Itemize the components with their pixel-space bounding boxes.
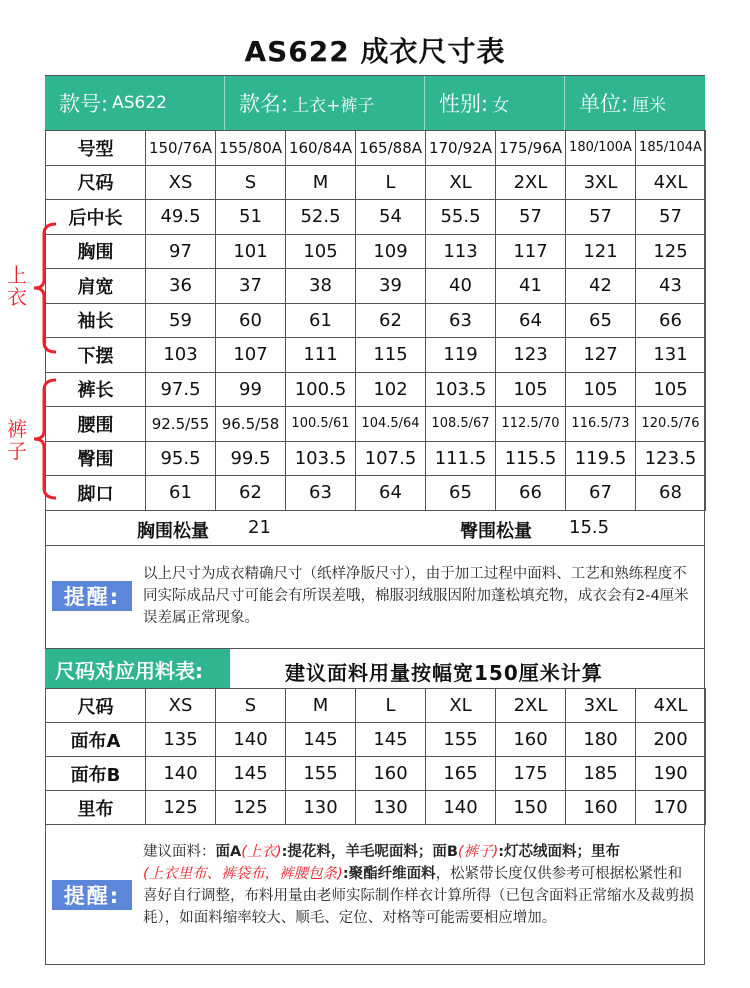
size-table-cell: 57 xyxy=(566,200,636,235)
material-table-cell: 170 xyxy=(636,791,706,825)
material-table-cell: 160 xyxy=(356,757,426,791)
note-box-2 xyxy=(45,825,705,965)
size-table-cell: 49.5 xyxy=(146,200,216,235)
size-table-row xyxy=(46,476,706,511)
material-table-cell: 125 xyxy=(216,791,286,825)
size-table-cell: 100.5 xyxy=(286,372,356,407)
size-table-row xyxy=(46,165,706,200)
size-table-cell: 103.5 xyxy=(426,372,496,407)
material-table-cell: 140 xyxy=(146,757,216,791)
size-table-cell: 62 xyxy=(356,303,426,338)
hip-ease-label: 臀围松量 xyxy=(460,521,532,542)
size-table-row xyxy=(46,303,706,338)
size-table-cell: 99 xyxy=(216,372,286,407)
material-table-cell: 125 xyxy=(146,791,216,825)
note2-part-8: :聚酯纤维面料 xyxy=(342,866,436,882)
size-table-cell: 63 xyxy=(426,303,496,338)
size-table-cell: 4XL xyxy=(636,165,706,200)
material-table-cell: 140 xyxy=(216,723,286,757)
note2-part-9: ，松紧带长度仅供参考可根据松紧性和喜好自行调整，布料用量由老师实际制作样衣计算所得（已包含面料正常缩水及裁剪损耗），如面料缩率较大、顺毛、定位、对格等可能需要相应增加。 xyxy=(143,866,694,926)
material-table-row xyxy=(46,757,706,791)
size-table-cell: 127 xyxy=(566,338,636,373)
size-table-row-label: 脚口 xyxy=(46,476,146,511)
size-table-cell: 57 xyxy=(496,200,566,235)
size-table-row-label: 裤长 xyxy=(46,372,146,407)
material-table-cell: 130 xyxy=(286,791,356,825)
size-table xyxy=(45,130,706,511)
size-table-cell: XS xyxy=(146,165,216,200)
material-table-cell: 160 xyxy=(566,791,636,825)
size-table-cell: 59 xyxy=(146,303,216,338)
size-table-cell: 42 xyxy=(566,269,636,304)
size-table-row-label: 腰围 xyxy=(46,407,146,442)
size-table-cell: 39 xyxy=(356,269,426,304)
size-table-cell: 101 xyxy=(216,234,286,269)
size-table-cell: 66 xyxy=(636,303,706,338)
size-table-cell: 68 xyxy=(636,476,706,511)
material-table-row-label: 面布B xyxy=(46,757,146,791)
size-table-cell: 131 xyxy=(636,338,706,373)
size-table-cell: 112.5/70 xyxy=(496,407,566,442)
size-table-cell: 99.5 xyxy=(216,441,286,476)
note-box-1 xyxy=(45,546,705,648)
bottom-brace-icon xyxy=(28,378,58,500)
material-table-cell: 155 xyxy=(426,723,496,757)
page-title: AS622 成衣尺寸表 xyxy=(244,35,506,68)
size-table-cell: 109 xyxy=(356,234,426,269)
material-table-cell: 140 xyxy=(426,791,496,825)
style-number-cell xyxy=(45,76,225,130)
size-table-cell: 95.5 xyxy=(146,441,216,476)
chest-ease-value: 21 xyxy=(248,517,271,538)
top-brace-icon xyxy=(28,222,58,354)
size-table-cell: 66 xyxy=(496,476,566,511)
material-table-cell: L xyxy=(356,689,426,723)
size-table-cell: 125 xyxy=(636,234,706,269)
size-table-cell: 107.5 xyxy=(356,441,426,476)
size-table-cell: 160/84A xyxy=(286,131,356,166)
size-table-cell: 43 xyxy=(636,269,706,304)
style-name-cell xyxy=(225,76,425,130)
size-table-cell: 65 xyxy=(566,303,636,338)
material-table-cell: 160 xyxy=(496,723,566,757)
material-table-cell: 2XL xyxy=(496,689,566,723)
material-table-row xyxy=(46,689,706,723)
unit-value: 厘米 xyxy=(632,95,667,116)
size-table-row xyxy=(46,372,706,407)
note-label-1: 提醒: xyxy=(52,581,132,611)
size-table-cell: 115.5 xyxy=(496,441,566,476)
material-table-cell: M xyxy=(286,689,356,723)
size-table-cell: 40 xyxy=(426,269,496,304)
size-table-row xyxy=(46,200,706,235)
material-table-cell: XS xyxy=(146,689,216,723)
material-table-cell: 145 xyxy=(216,757,286,791)
size-table-row xyxy=(46,131,706,166)
size-table-cell: 97 xyxy=(146,234,216,269)
size-table-cell: 104.5/64 xyxy=(356,407,426,442)
size-table-cell: L xyxy=(356,165,426,200)
size-table-cell: 123 xyxy=(496,338,566,373)
note2-part-5: (裤子) xyxy=(457,844,499,860)
note2-part-3: (上衣) xyxy=(241,844,282,860)
style-name-key: 款名: xyxy=(239,92,289,116)
size-table-cell: 96.5/58 xyxy=(216,407,286,442)
size-table-row xyxy=(46,234,706,269)
size-table-cell: 108.5/67 xyxy=(426,407,496,442)
gender-cell xyxy=(425,76,565,130)
size-table-cell: 51 xyxy=(216,200,286,235)
material-table-cell: 155 xyxy=(286,757,356,791)
size-table-cell: 103 xyxy=(146,338,216,373)
size-table-cell: 170/92A xyxy=(426,131,496,166)
material-table-cell: 135 xyxy=(146,723,216,757)
size-table-cell: 105 xyxy=(636,372,706,407)
size-table-cell: 38 xyxy=(286,269,356,304)
size-table-cell: 121 xyxy=(566,234,636,269)
size-table-cell: 55.5 xyxy=(426,200,496,235)
material-table-cell: 130 xyxy=(356,791,426,825)
note-label-2: 提醒: xyxy=(52,880,132,910)
style-name-value: 上衣+裤子 xyxy=(292,95,375,116)
size-table-row-label: 臀围 xyxy=(46,441,146,476)
material-bar xyxy=(45,648,705,688)
unit-key: 单位: xyxy=(579,92,629,116)
size-table-row-label: 胸围 xyxy=(46,234,146,269)
note2-part-1: 建议面料： xyxy=(143,844,216,860)
note2-part-4: :提花料，羊毛呢面料；面B xyxy=(281,844,458,860)
note2-part-2: 面A xyxy=(215,844,242,860)
ease-row xyxy=(45,510,705,546)
size-table-cell: 111 xyxy=(286,338,356,373)
size-table-cell: 107 xyxy=(216,338,286,373)
size-table-cell: 97.5 xyxy=(146,372,216,407)
size-table-cell: 113 xyxy=(426,234,496,269)
size-table-cell: 61 xyxy=(286,303,356,338)
size-table-cell: 54 xyxy=(356,200,426,235)
material-table-cell: 4XL xyxy=(636,689,706,723)
material-table-cell: 150 xyxy=(496,791,566,825)
material-table-row-label: 尺码 xyxy=(46,689,146,723)
material-table-cell: 175 xyxy=(496,757,566,791)
size-table-row xyxy=(46,441,706,476)
material-table-cell: 200 xyxy=(636,723,706,757)
size-table-row-label: 肩宽 xyxy=(46,269,146,304)
size-table-row xyxy=(46,269,706,304)
size-table-cell: 64 xyxy=(496,303,566,338)
size-table-cell: 37 xyxy=(216,269,286,304)
size-table-cell: 185/104A xyxy=(636,131,706,166)
size-table-cell: 105 xyxy=(286,234,356,269)
size-table-row-label: 下摆 xyxy=(46,338,146,373)
size-table-cell: 3XL xyxy=(566,165,636,200)
note2-part-7: (上衣里布、裤袋布，裤腰包条) xyxy=(143,866,343,882)
size-table-cell: 180/100A xyxy=(566,131,636,166)
size-table-cell: 102 xyxy=(356,372,426,407)
material-table-cell: 180 xyxy=(566,723,636,757)
size-table-cell: 52.5 xyxy=(286,200,356,235)
material-table-cell: 190 xyxy=(636,757,706,791)
size-table-cell: 60 xyxy=(216,303,286,338)
size-table-cell: 119.5 xyxy=(566,441,636,476)
size-table-cell: 57 xyxy=(636,200,706,235)
material-table-row xyxy=(46,791,706,825)
size-table-cell: 61 xyxy=(146,476,216,511)
size-table-cell: 111.5 xyxy=(426,441,496,476)
size-table-cell: 116.5/73 xyxy=(566,407,636,442)
gender-value: 女 xyxy=(492,95,510,116)
size-table-cell: 105 xyxy=(566,372,636,407)
material-table-row-label: 里布 xyxy=(46,791,146,825)
material-table-cell: 3XL xyxy=(566,689,636,723)
size-table-cell: 36 xyxy=(146,269,216,304)
material-subtitle: 建议面料用量按幅宽150厘米计算 xyxy=(285,661,603,685)
size-table-row xyxy=(46,338,706,373)
note-text-2 xyxy=(143,841,695,929)
size-table-row-label: 袖长 xyxy=(46,303,146,338)
size-table-cell: 100.5/61 xyxy=(286,407,356,442)
material-table-row xyxy=(46,723,706,757)
material-table-cell: XL xyxy=(426,689,496,723)
size-table-cell: S xyxy=(216,165,286,200)
header-bar xyxy=(45,76,705,130)
size-table-cell: 123.5 xyxy=(636,441,706,476)
style-number-value: AS622 xyxy=(112,93,167,113)
material-table-row-label: 面布A xyxy=(46,723,146,757)
size-table-row-label: 号型 xyxy=(46,131,146,166)
material-table-cell: 185 xyxy=(566,757,636,791)
size-table-cell: XL xyxy=(426,165,496,200)
size-table-cell: 64 xyxy=(356,476,426,511)
hip-ease-value: 15.5 xyxy=(569,517,610,538)
material-table-cell: 165 xyxy=(426,757,496,791)
note2-part-6: :灯芯绒面料；里布 xyxy=(498,844,621,860)
material-table-cell: S xyxy=(216,689,286,723)
size-table-cell: 155/80A xyxy=(216,131,286,166)
size-table-cell: 65 xyxy=(426,476,496,511)
size-table-cell: 67 xyxy=(566,476,636,511)
size-table-cell: 63 xyxy=(286,476,356,511)
chest-ease-label: 胸围松量 xyxy=(137,521,209,542)
material-tag: 尺码对应用料表: xyxy=(45,649,230,689)
unit-cell xyxy=(565,76,705,130)
size-table-cell: 150/76A xyxy=(146,131,216,166)
size-table-cell: 2XL xyxy=(496,165,566,200)
material-table-cell: 145 xyxy=(286,723,356,757)
size-table-cell: 105 xyxy=(496,372,566,407)
size-table-row xyxy=(46,407,706,442)
size-table-cell: 41 xyxy=(496,269,566,304)
bottom-side-label: 裤 子 xyxy=(7,417,27,463)
style-number-key: 款号: xyxy=(59,92,109,116)
size-table-cell: 103.5 xyxy=(286,441,356,476)
size-table-cell: 62 xyxy=(216,476,286,511)
size-table-row-label: 后中长 xyxy=(46,200,146,235)
size-table-cell: 117 xyxy=(496,234,566,269)
size-table-cell: 115 xyxy=(356,338,426,373)
note-text-1: 以上尺寸为成衣精确尺寸（纸样净版尺寸），由于加工过程中面料、工艺和熟练程度不同实际成品尺寸可能会有所误差哦，棉服羽绒服因附加蓬松填充物，成衣会有2-4厘米误差属正常现象。 xyxy=(143,566,689,626)
top-side-label: 上 衣 xyxy=(7,263,27,309)
size-table-cell: 92.5/55 xyxy=(146,407,216,442)
size-table-row-label: 尺码 xyxy=(46,165,146,200)
material-table xyxy=(45,688,706,825)
size-table-cell: M xyxy=(286,165,356,200)
size-table-cell: 119 xyxy=(426,338,496,373)
size-table-cell: 120.5/76 xyxy=(636,407,706,442)
size-table-cell: 165/88A xyxy=(356,131,426,166)
material-table-cell: 145 xyxy=(356,723,426,757)
gender-key: 性别: xyxy=(439,92,489,116)
size-table-cell: 175/96A xyxy=(496,131,566,166)
